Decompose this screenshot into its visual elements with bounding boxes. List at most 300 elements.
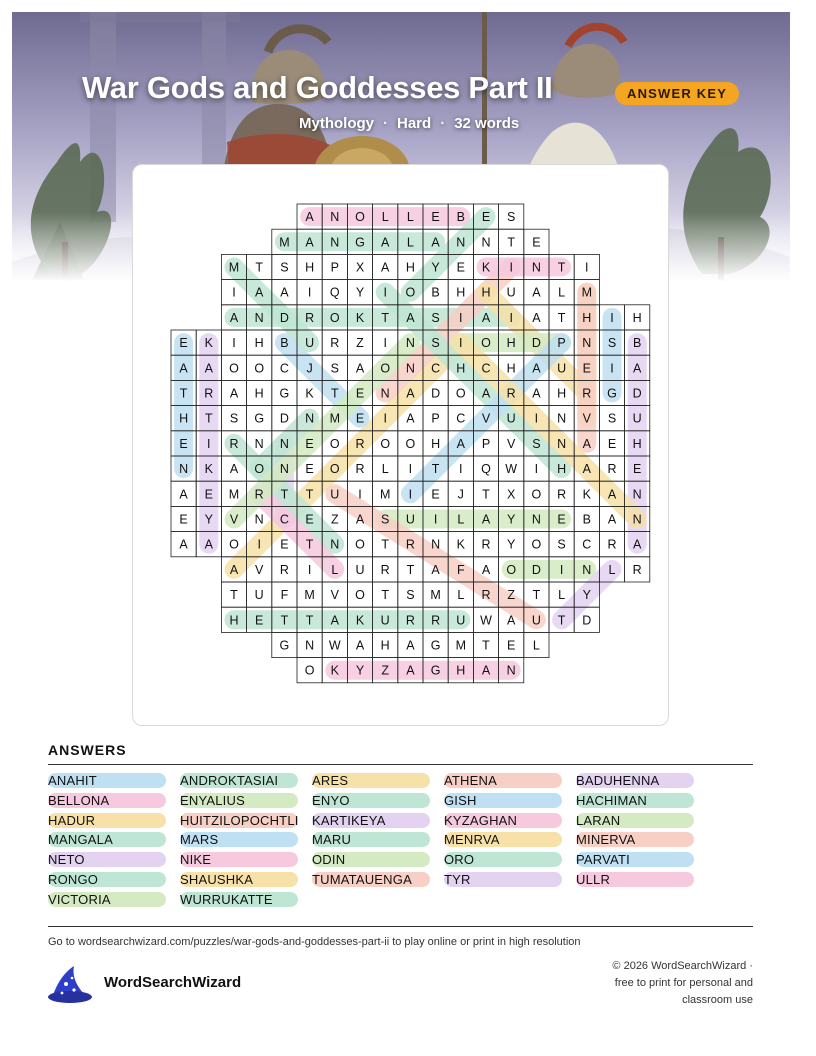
grid-letter: A [305,210,314,225]
grid-letter: O [304,663,315,678]
grid-letter: H [456,361,466,376]
grid-letter: E [557,512,566,527]
grid-letter: R [355,436,365,451]
grid-letter: K [355,613,365,628]
grid-letter: S [381,512,390,527]
grid-letter: N [254,436,264,451]
grid-letter: H [380,638,390,653]
grid-letter: U [355,562,365,577]
grid-letter: K [330,663,339,678]
grid-letter: I [433,512,438,527]
grid-letter: V [330,588,339,603]
grid-letter: A [355,361,365,376]
grid-letter: T [532,588,541,603]
grid-letter: O [254,462,265,477]
grid-letter: I [610,310,614,325]
grid-letter: E [305,512,314,527]
grid-letter: H [179,411,189,426]
grid-letter: K [305,386,314,401]
grid-letter: S [607,411,617,426]
grid-letter: O [531,537,542,552]
grid-letter: E [532,235,541,250]
grid-letter: R [380,562,390,577]
grid-letter: A [381,235,390,250]
grid-letter: A [481,386,491,401]
grid-letter: D [632,386,642,401]
grid-letter: O [455,386,466,401]
grid-letter: I [534,411,539,426]
grid-letter: O [405,436,416,451]
grid-letter: R [582,386,592,401]
grid-letter: H [557,386,567,401]
answer-word: TUMATAUENGA [312,872,430,887]
grid-letter: O [355,210,365,225]
grid-letter: I [383,285,387,300]
grid-letter: M [304,588,315,603]
grid-letter: K [355,310,365,325]
grid-letter: E [179,512,188,527]
grid-letter: N [582,336,592,351]
answer-word-list [48,773,768,913]
grid-letter: M [379,487,391,502]
grid-letter: N [279,462,289,477]
grid-letter: A [406,310,415,325]
category-label: Mythology [299,115,374,132]
wizard-hat-icon [46,964,94,1004]
grid-letter: R [607,462,617,477]
grid-letter: P [557,336,566,351]
puzzle-card [132,164,669,726]
grid-letter: W [505,462,518,477]
grid-letter: I [383,411,387,426]
grid-letter: D [279,310,289,325]
grid-letter: T [381,588,390,603]
grid-letter: C [456,411,466,426]
grid-letter: T [255,260,264,275]
grid-letter: O [531,487,542,502]
grid-letter: R [607,537,617,552]
grid-letter: M [329,411,341,426]
grid-letter: E [456,260,465,275]
grid-letter: N [380,386,390,401]
copyright-line: classroom use [682,994,753,1006]
grid-letter: A [406,663,415,678]
answer-word: SHAUSHKA [180,872,298,887]
brand-name: WordSearchWizard [104,974,242,991]
grid-letter: G [355,235,365,250]
grid-letter: H [456,663,466,678]
grid-letter: O [380,361,391,376]
grid-letter: L [406,210,414,225]
grid-letter: I [207,436,211,451]
grid-letter: A [431,235,440,250]
answer-word: HACHIMAN [576,793,694,808]
grid-letter: O [254,361,265,376]
answer-key-badge: ANSWER KEY [615,82,739,105]
grid-letter: L [381,462,389,477]
grid-letter: O [405,285,416,300]
grid-letter: D [531,562,541,577]
grid-letter: X [355,260,365,275]
grid-letter: N [632,512,642,527]
answer-word: GISH [444,793,562,808]
grid-letter: I [307,562,312,577]
grid-letter: A [481,663,491,678]
grid-letter: A [406,411,415,426]
grid-letter: V [255,562,264,577]
grid-letter: H [254,386,264,401]
grid-letter: A [481,562,491,577]
grid-letter: M [279,235,290,250]
grid-letter: K [481,260,491,275]
answer-word: ULLR [576,872,694,887]
footer-url-text: Go to wordsearchwizard.com/puzzles/war-gods-and-goddesses-part-ii to play online or print in high resolution [48,936,581,948]
grid-letter: T [305,487,314,502]
grid-letter: N [254,310,264,325]
grid-letter: B [633,336,642,351]
grid-letter: R [330,336,340,351]
grid-letter: L [532,638,540,653]
grid-letter: T [482,487,490,502]
grid-letter: N [506,663,516,678]
grid-letter: T [230,588,238,603]
grid-letter: A [179,537,188,552]
grid-letter: F [456,562,465,577]
grid-letter: R [481,537,491,552]
grid-letter: A [532,310,541,325]
grid-letter: P [481,436,491,451]
grid-letter: N [279,436,289,451]
grid-letter: A [355,512,365,527]
grid-letter: I [559,562,564,577]
grid-letter: L [457,588,465,603]
grid-letter: O [380,436,391,451]
answer-word: KARTIKEYA [312,813,430,828]
grid-letter: V [507,436,516,451]
answer-word: MANGALA [48,832,166,847]
grid-letter: A [582,436,591,451]
grid-letter: A [229,562,239,577]
answer-word: HADUR [48,813,166,828]
grid-letter: L [406,235,414,250]
grid-letter: A [507,613,516,628]
grid-letter: E [607,436,617,451]
grid-letter: O [229,361,239,376]
answer-word: RONGO [48,872,166,887]
grid-letter: T [431,462,440,477]
grid-letter: O [229,537,239,552]
grid-letter: O [506,562,517,577]
grid-letter: A [330,613,339,628]
grid-letter: A [255,285,264,300]
grid-letter: N [405,336,415,351]
grid-letter: U [330,487,340,502]
grid-letter: V [229,512,239,527]
difficulty-label: Hard [397,115,432,132]
grid-letter: S [431,310,440,325]
copyright-notice [533,958,753,1009]
grid-letter: G [279,386,290,401]
grid-letter: N [531,512,541,527]
answer-word: MARS [180,832,298,847]
grid-letter: T [280,613,289,628]
grid-letter: E [305,462,314,477]
grid-letter: N [481,235,491,250]
grid-letter: H [431,436,441,451]
grid-letter: G [430,638,441,653]
grid-letter: E [582,361,591,376]
puzzle-title: War Gods and Goddesses Part II [82,70,553,105]
grid-letter: A [355,638,365,653]
grid-letter: D [279,411,289,426]
grid-letter: S [557,537,566,552]
grid-letter: F [280,588,289,603]
answer-word: ODIN [312,852,430,867]
grid-letter: L [558,588,566,603]
grid-letter: V [582,411,591,426]
grid-letter: E [355,386,365,401]
answer-word: MARU [312,832,430,847]
grid-letter: D [531,336,541,351]
grid-letter: H [632,436,642,451]
grid-letter: N [582,562,592,577]
grid-letter: N [557,436,567,451]
grid-letter: B [582,512,591,527]
grid-letter: O [329,436,340,451]
grid-letter: S [330,361,339,376]
grid-letter: H [582,310,592,325]
grid-letter: R [279,562,289,577]
grid-letter: Y [431,260,440,275]
grid-letter: R [557,487,567,502]
grid-letter: I [232,336,236,351]
grid-letter: A [204,537,213,552]
puzzle-meta [299,115,519,132]
grid-letter: T [305,537,314,552]
grid-letter: Y [355,663,365,678]
grid-letter: O [329,310,340,325]
grid-letter: W [328,638,341,653]
meta-separator: · [440,115,446,132]
answer-word: BELLONA [48,793,166,808]
grid-letter: E [431,487,440,502]
grid-letter: A [481,310,491,325]
footer-divider [48,926,753,927]
grid-letter: D [582,613,592,628]
grid-letter: U [380,613,390,628]
grid-letter: P [431,411,440,426]
grid-letter: A [633,361,642,376]
grid-letter: A [607,487,617,502]
grid-letter: D [431,386,441,401]
grid-letter: U [557,361,567,376]
copyright-line: © 2026 WordSearchWizard · [612,960,753,972]
grid-letter: I [459,310,463,325]
grid-letter: E [355,411,365,426]
grid-letter: T [204,411,213,426]
answer-word: NETO [48,852,166,867]
grid-letter: A [582,462,591,477]
grid-letter: C [481,361,491,376]
grid-letter: T [557,310,566,325]
grid-letter: A [532,386,541,401]
grid-letter: A [481,512,491,527]
grid-letter: Z [356,336,364,351]
grid-letter: T [557,260,566,275]
grid-letter: J [457,487,464,502]
grid-letter: A [456,436,465,451]
grid-letter: N [179,462,189,477]
grid-letter: I [509,260,513,275]
grid-letter: A [179,361,188,376]
grid-letter: S [607,336,617,351]
grid-letter: A [431,562,440,577]
grid-letter: L [331,562,339,577]
grid-letter: N [330,235,340,250]
grid-letter: I [509,310,513,325]
grid-letter: U [405,512,415,527]
answer-word: ARES [312,773,430,788]
grid-letter: C [279,512,289,527]
grid-letter: Q [329,285,340,300]
grid-letter: R [229,436,239,451]
grid-letter: E [507,638,516,653]
grid-letter: C [582,537,592,552]
grid-letter: U [305,336,315,351]
grid-letter: R [204,386,214,401]
grid-letter: S [431,336,440,351]
grid-letter: L [457,512,465,527]
grid-letter: A [381,260,390,275]
grid-letter: O [329,462,340,477]
grid-letter: H [557,462,567,477]
grid-letter: A [179,487,188,502]
grid-letter: S [507,210,516,225]
grid-letter: B [280,336,289,351]
grid-letter: T [280,487,289,502]
grid-letter: M [228,487,240,502]
grid-letter: Z [330,512,339,527]
grid-letter: N [456,235,466,250]
grid-letter: T [406,562,415,577]
grid-letter: I [408,487,413,502]
grid-letter: M [430,588,441,603]
grid-letter: G [279,638,290,653]
meta-separator: · [383,115,388,132]
answer-word: TYR [444,872,562,887]
grid-letter: A [204,361,213,376]
grid-letter: O [355,588,365,603]
grid-letter: U [254,588,264,603]
answer-word: ANDROKTASIAI [180,773,298,788]
grid-letter: A [532,361,541,376]
grid-letter: I [459,462,463,477]
grid-letter: G [430,663,441,678]
grid-letter: L [558,285,566,300]
answers-heading: ANSWERS [48,742,127,758]
grid-letter: E [179,436,188,451]
grid-letter: I [585,260,589,275]
grid-letter: P [330,260,339,275]
grid-letter: Y [507,512,516,527]
grid-letter: V [481,411,491,426]
answer-word: KYZAGHAN [444,813,562,828]
grid-letter: I [307,285,312,300]
grid-letter: B [431,285,440,300]
grid-letter: H [229,613,239,628]
grid-letter: R [431,613,441,628]
grid-letter: I [358,487,362,502]
letter-grid [133,165,668,725]
grid-letter: K [204,462,213,477]
grid-letter: N [330,537,340,552]
grid-letter: T [179,386,188,401]
grid-letter: C [431,361,441,376]
grid-letter: Z [507,588,516,603]
grid-letter: T [381,537,390,552]
grid-letter: E [431,210,440,225]
grid-letter: A [280,285,289,300]
grid-letter: G [254,411,265,426]
grid-letter: X [507,487,516,502]
answer-word: PARVATI [576,852,694,867]
grid-letter: R [305,310,315,325]
grid-letter: S [406,588,415,603]
grid-letter: I [257,537,261,552]
grid-letter: N [305,638,315,653]
grid-letter: A [532,285,541,300]
answer-word: NIKE [180,852,298,867]
grid-letter: J [306,361,313,376]
grid-letter: A [305,235,314,250]
grid-letter: A [229,310,239,325]
grid-letter: Y [582,588,591,603]
grid-letter: R [481,588,491,603]
grid-letter: S [229,411,239,426]
grid-letter: Y [507,537,516,552]
grid-letter: U [531,613,541,628]
grid-letter: U [632,411,642,426]
grid-letter: E [305,436,314,451]
word-count-label: 32 words [454,115,520,132]
grid-letter: N [405,361,415,376]
grid-letter: N [557,411,567,426]
answer-word: ENYALIUS [180,793,298,808]
grid-letter: U [506,285,516,300]
grid-letter: N [431,537,441,552]
answer-word: ENYO [312,793,430,808]
answer-word: BADUHENNA [576,773,694,788]
grid-letter: E [204,487,213,502]
grid-letter: O [355,537,365,552]
grid-letter: T [305,613,314,628]
grid-letter: H [506,361,516,376]
grid-letter: I [383,336,387,351]
grid-letter: U [506,411,516,426]
answer-word: VICTORIA [48,892,166,907]
answer-word: MENRVA [444,832,562,847]
grid-letter: H [632,310,642,325]
answers-divider [48,764,753,765]
grid-letter: I [408,462,413,477]
grid-letter: Y [355,285,365,300]
grid-letter: T [330,386,339,401]
answer-word: HUITZILOPOCHTLI [180,812,299,828]
grid-letter: H [481,285,491,300]
grid-letter: B [456,210,465,225]
grid-letter: N [632,487,642,502]
grid-letter: K [456,537,465,552]
